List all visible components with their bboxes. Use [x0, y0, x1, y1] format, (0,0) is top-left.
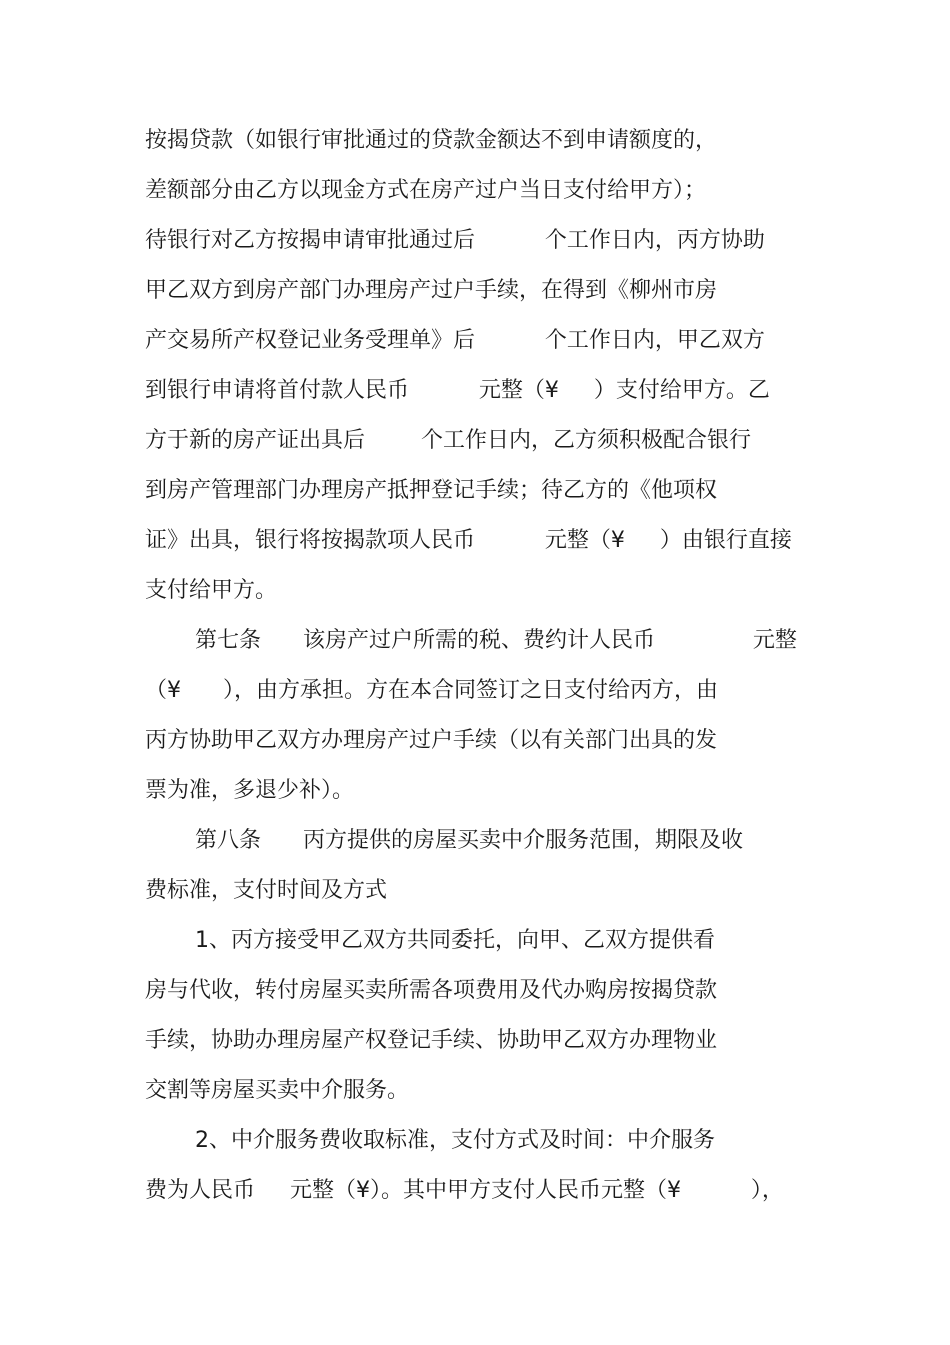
clause-1: 1、丙方接受甲乙双方共同委托，向甲、乙双方提供看 [195, 928, 715, 953]
text-line: 产交易所产权登记业务受理单》后 个工作日内，甲乙双方 [145, 328, 765, 353]
text-line: 方于新的房产证出具后 个工作日内，乙方须积极配合银行 [145, 428, 751, 453]
article-8-heading: 第八条 丙方提供的房屋买卖中介服务范围，期限及收 [195, 828, 743, 853]
text-line: 费为人民币 元整（¥）。其中甲方支付人民币元整（¥ ）， [145, 1178, 784, 1203]
text-line: 证》出具，银行将按揭款项人民币 元整（¥ ）由银行直接 [145, 528, 792, 553]
text-line: 手续，协助办理房屋产权登记手续、协助甲乙双方办理物业 [145, 1028, 718, 1053]
text-line: 房与代收，转付房屋买卖所需各项费用及代办购房按揭贷款 [145, 978, 718, 1003]
text-line: 差额部分由乙方以现金方式在房产过户当日支付给甲方）； [145, 178, 707, 203]
text-line: 支付给甲方。 [145, 578, 278, 603]
clause-2: 2、中介服务费收取标准，支付方式及时间：中介服务 [195, 1128, 715, 1153]
article-7-heading: 第七条 该房产过户所需的税、费约计人民币 元整 [195, 628, 797, 653]
text-line: 费标准，支付时间及方式 [145, 878, 388, 903]
text-line: （¥ ），由方承担。方在本合同签订之日支付给丙方，由 [145, 678, 718, 703]
text-line: 甲乙双方到房产部门办理房产过户手续，在得到《柳州市房 [145, 278, 718, 303]
text-line: 到银行申请将首付款人民币 元整（¥ ）支付给甲方。乙 [145, 378, 770, 403]
text-line: 票为准，多退少补）。 [145, 778, 355, 803]
text-line: 到房产管理部门办理房产抵押登记手续；待乙方的《他项权 [145, 478, 718, 503]
text-line: 交割等房屋买卖中介服务。 [145, 1078, 410, 1103]
text-line: 丙方协助甲乙双方办理房产过户手续（以有关部门出具的发 [145, 728, 718, 753]
text-line: 按揭贷款（如银行审批通过的贷款金额达不到申请额度的， [145, 128, 718, 153]
text-line: 待银行对乙方按揭申请审批通过后 个工作日内，丙方协助 [145, 228, 765, 253]
